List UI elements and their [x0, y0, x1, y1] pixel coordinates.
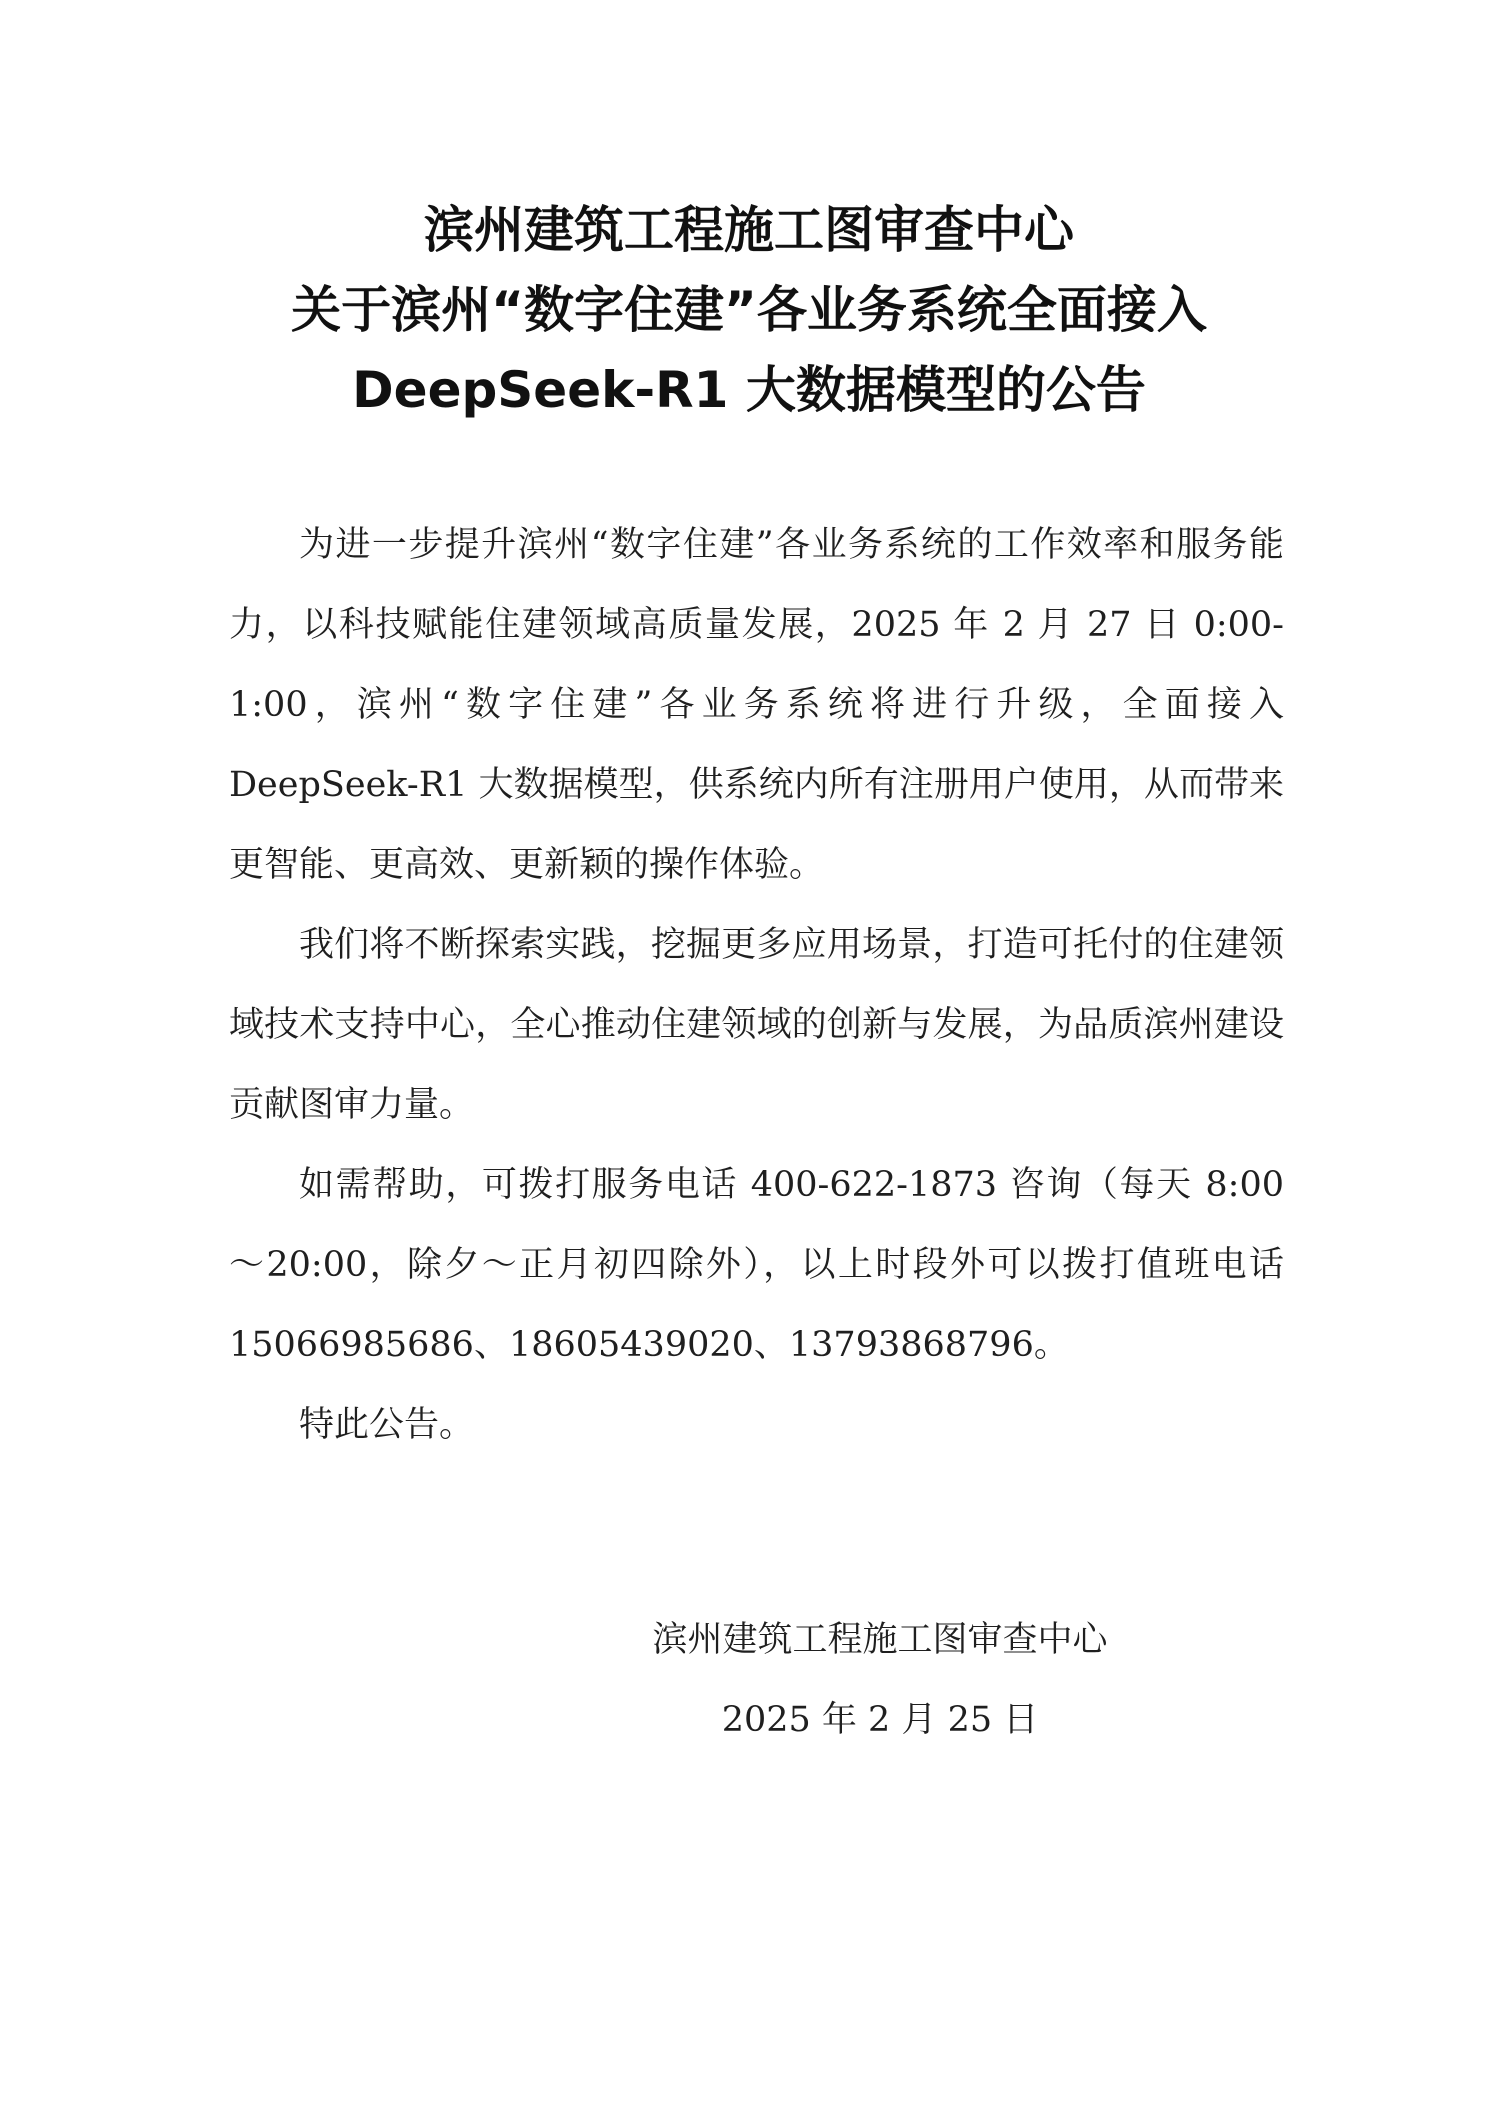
body-paragraph-2: 我们将不断探索实践，挖掘更多应用场景，打造可托付的住建领域技术支持中心，全心推动住建领域的创新与发展，为品质滨州建设贡献图审力量。 [229, 925, 1284, 1125]
title-line-2: 关于滨州“数字住建”各业务系统全面接入 [291, 281, 1207, 339]
document-title [150, 190, 1348, 430]
title-line-1: 滨州建筑工程施工图审查中心 [424, 201, 1074, 259]
signature-block [600, 1600, 1160, 1760]
title-line-3: DeepSeek-R1 大数据模型的公告 [352, 361, 1146, 419]
closing-line: 特此公告。 [299, 1405, 475, 1445]
document-body [229, 505, 1284, 1465]
body-paragraph-3: 如需帮助，可拨打服务电话 400-622-1873 咨询（每天 8:00～20:00，除夕～正月初四除外），以上时段外可以拨打值班电话 15066985686、18605439020、13793868796。 [229, 1165, 1284, 1365]
signature-organization: 滨州建筑工程施工图审查中心 [652, 1620, 1108, 1660]
signature-date: 2025 年 2 月 25 日 [721, 1700, 1039, 1740]
body-paragraph-1: 为进一步提升滨州“数字住建”各业务系统的工作效率和服务能力，以科技赋能住建领域高质量发展，2025 年 2 月 27 日 0:00-1:00，滨州“数字住建”各业务系统将进行升级，全面接入 DeepSeek-R1 大数据模型，供系统内所有注册用户使用，从而带来更智能、更高效、更新颖的操作体验。 [229, 525, 1284, 885]
